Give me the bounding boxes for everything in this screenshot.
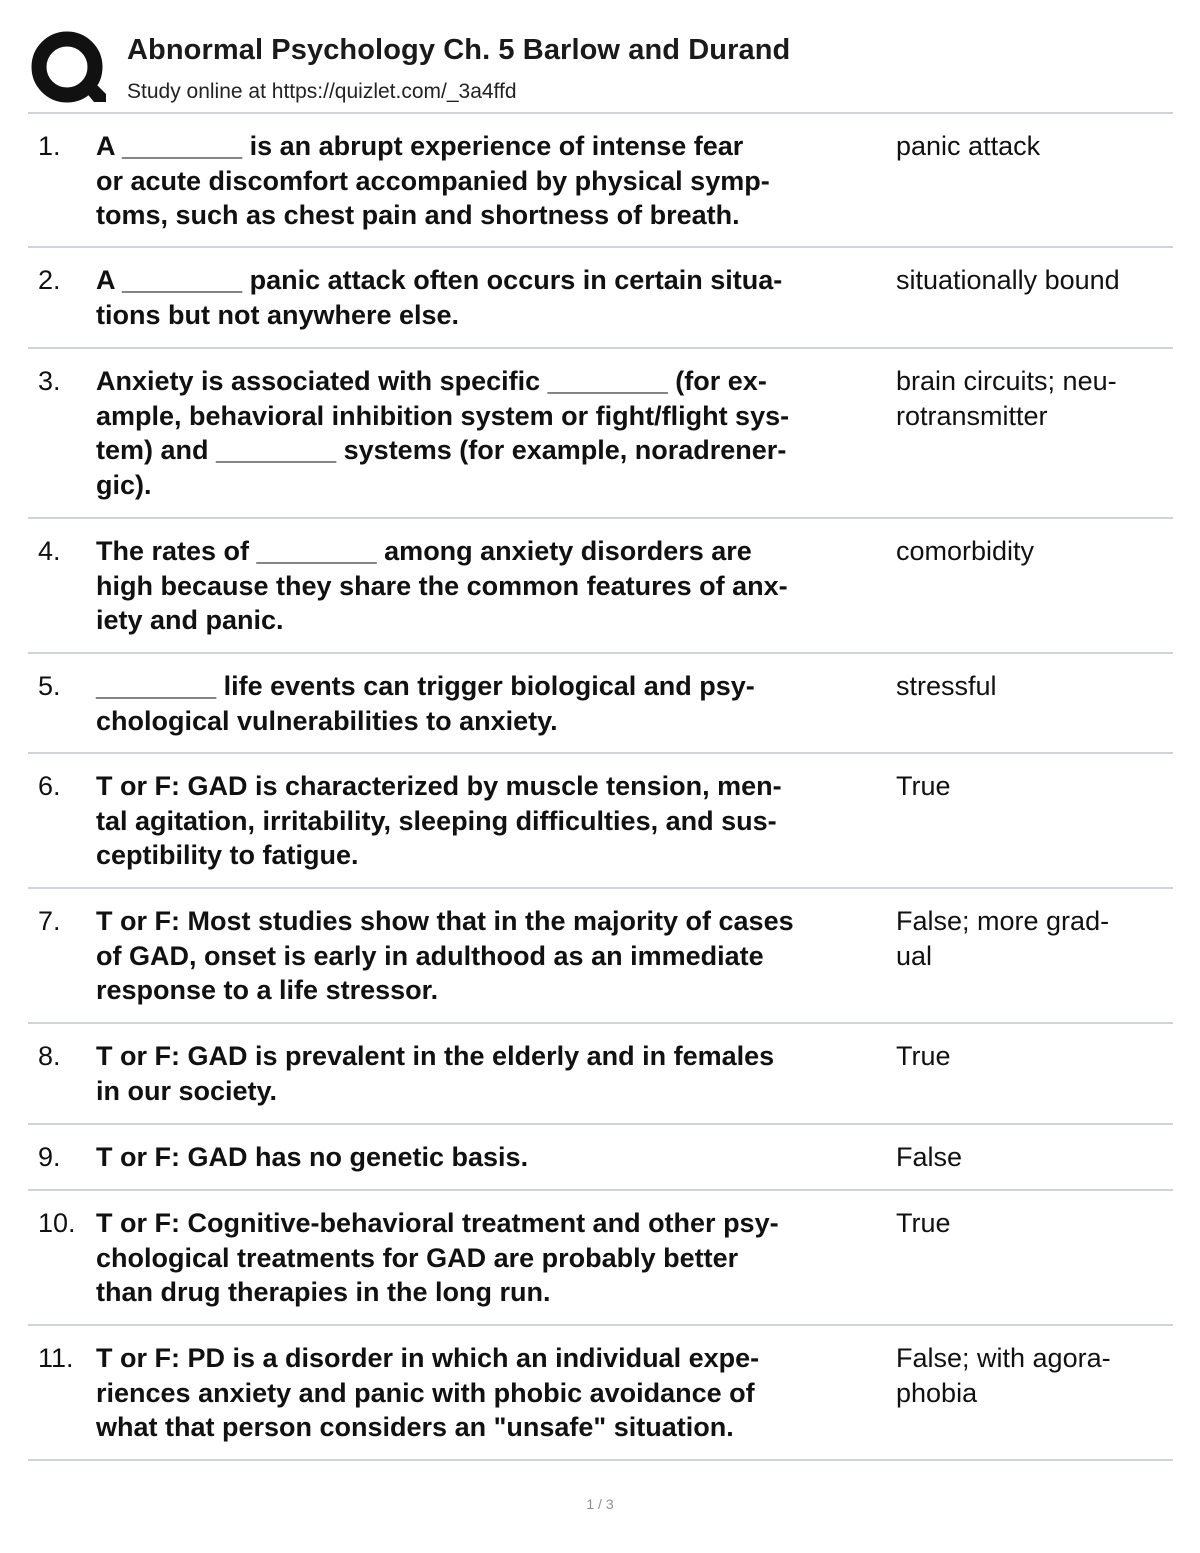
card-term: A ________ panic attack often occurs in certain situa- tions but not anywhere else. bbox=[96, 265, 783, 330]
set-title: Abnormal Psychology Ch. 5 Barlow and Durand bbox=[127, 34, 791, 66]
card-term: T or F: GAD is characterized by muscle tension, men- tal agitation, irritability, sleeping difficulties, and sus- ceptibility to fatigue. bbox=[96, 771, 782, 870]
page-indicator: 1 / 3 bbox=[586, 1496, 614, 1512]
flashcard-row bbox=[28, 1191, 1173, 1326]
card-definition: situationally bound bbox=[896, 265, 1120, 295]
card-number: 11. bbox=[38, 1343, 74, 1373]
flashcard-row bbox=[28, 114, 1173, 248]
card-term: Anxiety is associated with specific ________ (for ex- ample, behavioral inhibition system or fight/flight sys- tem) and ________ systems (for example, noradrener- gic). bbox=[96, 366, 790, 500]
flashcard-row bbox=[28, 349, 1173, 519]
card-number: 3. bbox=[38, 366, 61, 396]
flashcard-row bbox=[28, 1326, 1173, 1461]
card-number: 10. bbox=[38, 1208, 76, 1238]
card-number: 1. bbox=[38, 131, 61, 161]
flashcard-row bbox=[28, 889, 1173, 1024]
study-online-link[interactable]: Study online at https://quizlet.com/_3a4ffd bbox=[127, 80, 517, 103]
card-number: 8. bbox=[38, 1041, 61, 1071]
card-term: T or F: GAD has no genetic basis. bbox=[96, 1142, 529, 1172]
flashcard-row bbox=[28, 754, 1173, 889]
card-definition: stressful bbox=[896, 671, 997, 701]
card-definition: True bbox=[896, 1208, 951, 1238]
card-definition: False; with agora- phobia bbox=[896, 1343, 1111, 1408]
flashcard-row bbox=[28, 519, 1173, 654]
card-term: The rates of ________ among anxiety disorders are high because they share the common features of anx- iety and panic. bbox=[96, 536, 788, 635]
quizlet-logo-icon bbox=[30, 30, 106, 106]
flashcard-row bbox=[28, 1125, 1173, 1191]
card-term: ________ life events can trigger biological and psy- chological vulnerabilities to anxiety. bbox=[96, 671, 755, 736]
card-definition: brain circuits; neu- rotransmitter bbox=[896, 366, 1117, 431]
card-number: 4. bbox=[38, 536, 61, 566]
card-term: A ________ is an abrupt experience of intense fear or acute discomfort accompanied by physical symp- toms, such as chest pain and shortness of breath. bbox=[96, 131, 770, 230]
card-definition: True bbox=[896, 1041, 951, 1071]
flashcard-list bbox=[28, 114, 1173, 1461]
card-number: 9. bbox=[38, 1142, 61, 1172]
card-number: 5. bbox=[38, 671, 61, 701]
card-definition: panic attack bbox=[896, 131, 1041, 161]
card-term: T or F: Most studies show that in the majority of cases of GAD, onset is early in adulthood as an immediate response to a life stressor. bbox=[96, 906, 794, 1005]
card-number: 7. bbox=[38, 906, 61, 936]
flashcard-row bbox=[28, 1024, 1173, 1125]
card-number: 2. bbox=[38, 265, 61, 295]
card-definition: comorbidity bbox=[896, 536, 1035, 566]
card-definition: False; more grad- ual bbox=[896, 906, 1110, 971]
flashcard-row bbox=[28, 248, 1173, 349]
card-definition: True bbox=[896, 771, 951, 801]
flashcard-row bbox=[28, 654, 1173, 754]
card-term: T or F: GAD is prevalent in the elderly and in females in our society. bbox=[96, 1041, 775, 1106]
card-number: 6. bbox=[38, 771, 61, 801]
card-term: T or F: Cognitive-behavioral treatment and other psy- chological treatments for GAD are probably better than drug therapies in the long run. bbox=[96, 1208, 779, 1307]
card-definition: False bbox=[896, 1142, 963, 1172]
card-term: T or F: PD is a disorder in which an individual expe- riences anxiety and panic with phobic avoidance of what that person considers an "unsafe" situation. bbox=[96, 1343, 760, 1442]
